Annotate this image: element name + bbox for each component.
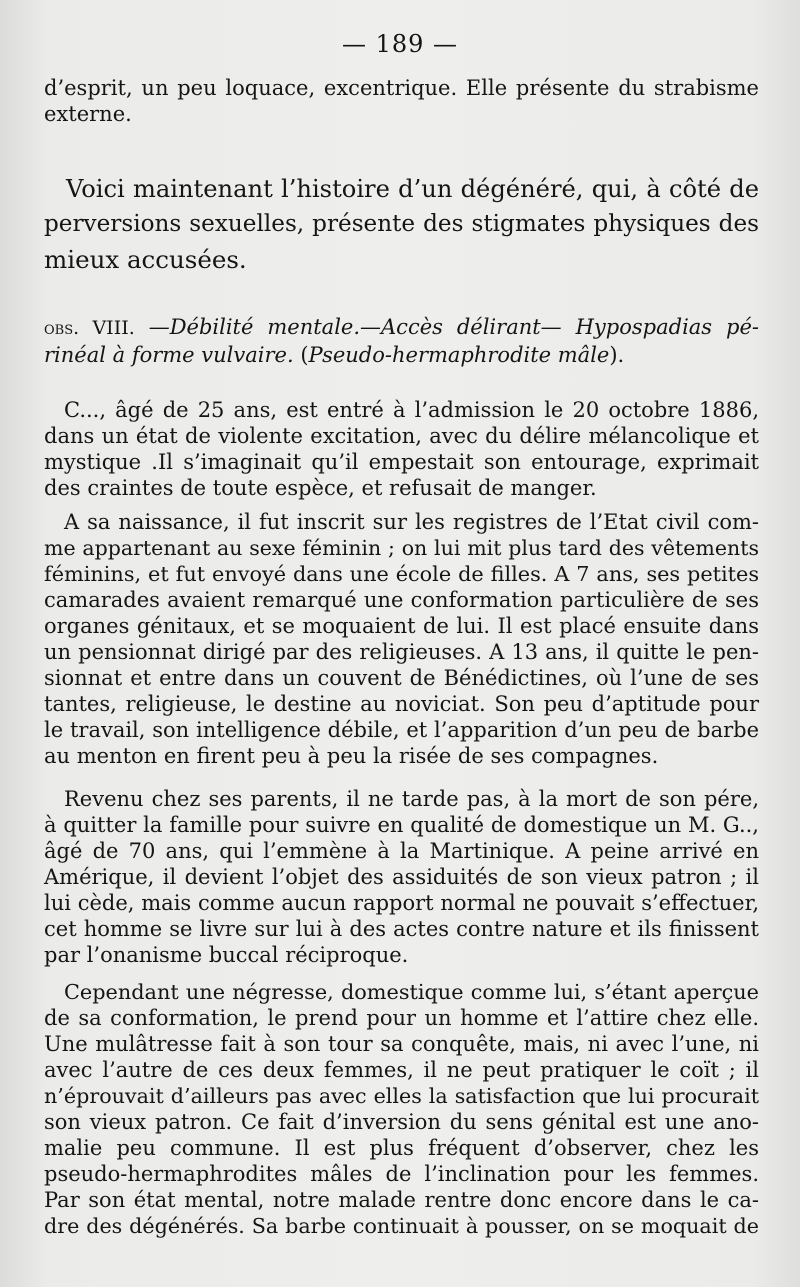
- paragraph-introduction: [44, 172, 759, 277]
- text-line: un pensionnat dirigé par des religieuses. A 13 ans, il quitte le pen-: [44, 640, 759, 664]
- text-line: Revenu chez ses parents, il ne tarde pas, à la mort de son pére,: [64, 787, 759, 811]
- text-line: me appartenant au sexe féminin ; on lui mit plus tard des vêtements: [44, 536, 759, 560]
- text-line: camarades avaient remarqué une conformation particulière de ses: [44, 588, 759, 612]
- text-line: mieux accusées.: [44, 245, 247, 274]
- text-line: C..., âgé de 25 ans, est entré à l’admission le 20 octobre 1886,: [64, 398, 759, 422]
- text-line: Amérique, il devient l’objet des assiduités de son vieux patron ; il: [44, 865, 759, 889]
- observation-title-part: rinéal à forme vulvaire.: [44, 343, 294, 367]
- page-number-header: — 189 —: [341, 30, 459, 58]
- text-line: sionnat et entre dans un couvent de Bénédictines, où l’une de ses: [44, 666, 759, 690]
- observation-title-part: —Débilité mentale.—Accès délirant— Hypospadias pé-: [148, 315, 759, 339]
- paragraph-admission: [44, 397, 759, 501]
- text-line: âgé de 70 ans, qui l’emmène à la Martinique. A peine arrivé en: [44, 839, 759, 863]
- text-line: le travail, son intelligence débile, et l’apparition d’un peu de barbe: [44, 718, 759, 742]
- text-line: lui cède, mais comme aucun rapport normal ne pouvait s’effectuer,: [44, 891, 759, 915]
- text-line: Par son état mental, notre malade rentre donc encore dans le ca-: [44, 1188, 759, 1212]
- text-line: organes génitaux, et se moquaient de lui. Il est placé ensuite dans: [44, 614, 759, 638]
- text-line: Une mulâtresse fait à son tour sa conquête, mais, ni avec l’une, ni: [44, 1032, 759, 1056]
- observation-title-part: Pseudo-hermaphrodite mâle: [308, 343, 610, 367]
- text-line: n’éprouvait d’ailleurs pas avec elles la satisfaction que lui procurait: [44, 1084, 759, 1108]
- text-line: perversions sexuelles, présente des stigmates physiques des: [44, 211, 759, 237]
- text-line: A sa naissance, il fut inscrit sur les registres de l’Etat civil com-: [64, 510, 759, 534]
- text-line: Cependant une négresse, domestique comme lui, s’étant aperçue: [64, 980, 759, 1004]
- text-line: son vieux patron. Ce fait d’inversion du sens génital est une ano-: [44, 1110, 759, 1134]
- text-line: tantes, religieuse, le destine au noviciat. Son peu d’aptitude pour: [44, 692, 759, 716]
- text-line: des craintes de toute espèce, et refusait de manger.: [44, 476, 597, 500]
- text-line: cet homme se livre sur lui à des actes contre nature et ils finissent: [44, 917, 759, 941]
- observation-label: obs. VIII.: [44, 317, 135, 339]
- text-line: dans un état de violente excitation, avec du délire mélancolique et: [44, 424, 759, 448]
- text-line: dre des dégénérés. Sa barbe continuait à pousser, on se moquait de: [44, 1214, 759, 1238]
- text-line: externe.: [44, 102, 132, 126]
- paragraph-inversion: [44, 979, 759, 1239]
- text-line: malie peu commune. Il est plus fréquent d’observer, chez les: [44, 1136, 759, 1160]
- text-line: féminins, et fut envoyé dans une école de filles. A 7 ans, ses petites: [44, 562, 759, 586]
- observation-title-punct: ).: [609, 343, 625, 367]
- text-line: au menton en firent peu à peu la risée de ses compagnes.: [44, 744, 659, 768]
- text-line: par l’onanisme buccal réciproque.: [44, 943, 409, 967]
- text-line: à quitter la famille pour suivre en qualité de domestique un M. G..,: [44, 813, 759, 837]
- paragraph-continuation: [44, 75, 759, 127]
- observation-title-line: [44, 342, 759, 369]
- text-line: Voici maintenant l’histoire d’un dégénéré, qui, à côté de: [66, 175, 759, 203]
- paragraph-martinique: [44, 786, 759, 968]
- paragraph-childhood: [44, 509, 759, 769]
- text-line: d’esprit, un peu loquace, excentrique. Elle présente du strabisme: [44, 76, 759, 100]
- text-line: mystique .Il s’imaginait qu’il empestait son entourage, exprimait: [44, 450, 759, 474]
- observation-heading: [44, 314, 759, 369]
- text-line: de sa conformation, le prend pour un homme et l’attire chez elle.: [44, 1006, 759, 1030]
- observation-title-line: [44, 314, 759, 342]
- observation-title-punct: (: [293, 343, 309, 367]
- text-line: avec l’autre de ces deux femmes, il ne peut pratiquer le coït ; il: [44, 1058, 759, 1082]
- text-line: pseudo-hermaphrodites mâles de l’inclination pour les femmes.: [44, 1162, 759, 1186]
